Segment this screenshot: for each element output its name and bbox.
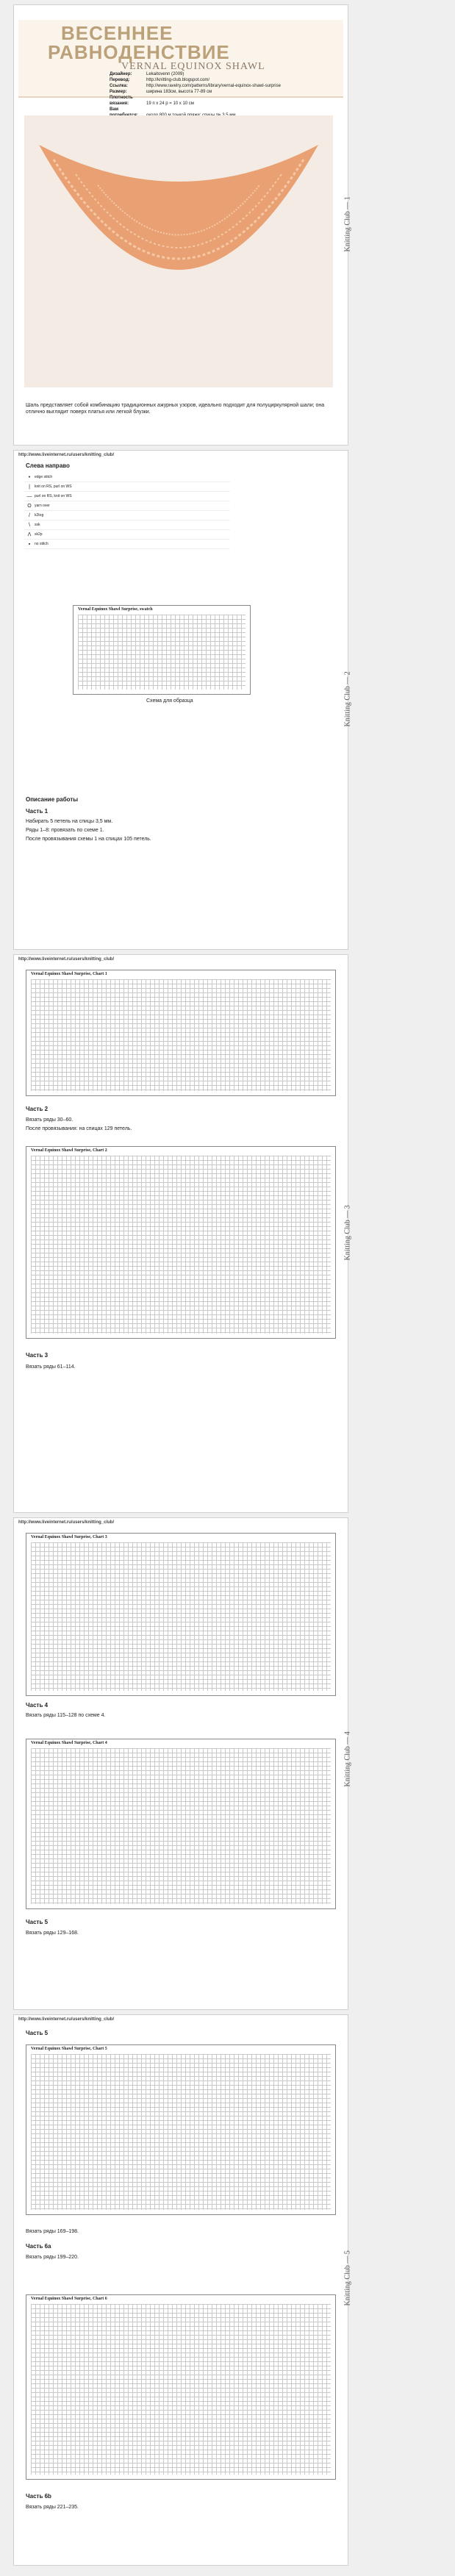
instruction-line: Вязать ряды 30–60. (26, 1117, 74, 1123)
meta-row: Ссылка: http://www.ravelry.com/patterns/library/vernal-equinox-shawl-surprise (110, 84, 281, 88)
chart-grid (78, 615, 246, 690)
meta-row: Дизайнер: Lekaitovenn (2009) (110, 72, 184, 76)
legend-row: — purl on RS, knit on WS (24, 492, 230, 501)
title-line-1: ВЕСЕННЕЕ (61, 22, 173, 44)
url[interactable]: http://www.liveinternet.ru/users/knitting_club/ (18, 1520, 115, 1525)
legend (24, 473, 230, 549)
page-3 (13, 954, 352, 1513)
legend-row: \ ssk (24, 520, 230, 530)
part-heading: Часть 6b (26, 2493, 51, 2500)
chart-grid (31, 1748, 331, 1904)
legend-title: Слева направо (26, 462, 70, 469)
chart-title: Vernal Equinox Shawl Surprise, Chart 3 (31, 1535, 107, 1539)
title-line-2: РАВНОДЕНСТВИЕ (48, 41, 230, 63)
instruction-line: После провязывания: на спицах 129 петель. (26, 1126, 132, 1131)
instruction-line: После провязывания схемы 1 на спицах 105 петель. (26, 837, 151, 842)
legend-row: Λ sk2p (24, 530, 230, 540)
page-1 (13, 4, 352, 446)
part-heading: Часть 4 (26, 1702, 49, 1709)
side-label: Knitting Club — 5 (343, 2250, 352, 2306)
instruction-line: Вязать ряды 199–220. (26, 2255, 79, 2260)
chart-1 (26, 970, 336, 1096)
instruction-line: Вязать ряды 61–114. (26, 1364, 76, 1370)
shawl-photo (24, 115, 333, 387)
instruction-line: Вязать ряды 115–128 по схеме 4. (26, 1713, 106, 1718)
chart-6 (26, 2294, 336, 2480)
chart-caption: Схема для образца (146, 698, 193, 704)
chart-grid (31, 2054, 331, 2210)
chart-title: Vernal Equinox Shawl Surprise, Chart 6 (31, 2297, 107, 2301)
intro-text: Шаль представляет собой комбинацию традиционных ажурных узоров, идеально подходит для полуциркулярной шали; она отлично выглядит поверх платья или легкой блузки. (26, 403, 325, 415)
side-label: Knitting Club — 1 (343, 196, 352, 252)
side-label: Knitting Club — 4 (343, 1731, 352, 1787)
chart-grid (31, 1542, 331, 1691)
instruction-line: Вязать ряды 221–235. (26, 2505, 79, 2510)
legend-row: O yarn over (24, 501, 230, 511)
meta-row: Плотность вязания: 19 п x 24 р = 10 x 10 см (110, 96, 194, 106)
part-heading: Часть 3 (26, 1352, 49, 1359)
url[interactable]: http://www.liveinternet.ru/users/knitting_club/ (18, 957, 115, 962)
chart-grid (31, 1156, 331, 1334)
part-heading: Часть 2 (26, 1106, 49, 1112)
pattern-meta (110, 71, 330, 118)
part-heading: Часть 1 (26, 808, 49, 815)
instruction-line: Набирать 5 петель на спицы 3,5 мм. (26, 819, 113, 824)
part-heading: Часть 6а (26, 2243, 51, 2250)
instruction-line: Вязать ряды 169–198. (26, 2229, 79, 2234)
chart-3 (26, 1533, 336, 1696)
instruction-line: Ряды 1–8: провязать по схеме 1. (26, 828, 104, 833)
chart-grid (31, 2304, 331, 2475)
chart-2 (26, 1146, 336, 1339)
page-4 (13, 1517, 352, 2010)
part-heading: Часть 5 (26, 2030, 49, 2036)
side-label: Knitting Club — 2 (343, 671, 352, 727)
instruction-line: Вязать ряды 129–168. (26, 1931, 79, 1936)
chart-title: Vernal Equinox Shawl Surprise, Chart 2 (31, 1148, 107, 1153)
chart-grid (31, 979, 331, 1091)
meta-row: Перевод: http://knitting-club.blogspot.com/ (110, 78, 210, 82)
url[interactable]: http://www.liveinternet.ru/users/knitting_club/ (18, 2017, 115, 2022)
section-heading: Описание работы (26, 796, 79, 803)
meta-row: Вам (110, 107, 119, 112)
swatch-chart (73, 605, 251, 695)
url[interactable]: http://www.liveinternet.ru/users/knitting_club/ (18, 453, 115, 457)
legend-row: ▪ no stitch (24, 540, 230, 549)
meta-row: Размер: ширина 183см, высота 77-89 см (110, 90, 212, 94)
legend-row: | knit on RS, purl on WS (24, 482, 230, 492)
chart-5 (26, 2044, 336, 2215)
chart-title: Vernal Equinox Shawl Surprise, swatch (78, 607, 153, 612)
part-heading: Часть 5 (26, 1919, 49, 1925)
chart-title: Vernal Equinox Shawl Surprise, Chart 4 (31, 1741, 107, 1745)
subtitle: VERNAL EQUINOX SHAWL (121, 61, 265, 72)
chart-4 (26, 1739, 336, 1909)
chart-title: Vernal Equinox Shawl Surprise, Chart 1 (31, 972, 107, 976)
page-5 (13, 2014, 352, 2566)
legend-row: / k2tog (24, 511, 230, 520)
legend-row: • edge stitch (24, 473, 230, 482)
side-label: Knitting Club — 3 (343, 1205, 352, 1261)
chart-title: Vernal Equinox Shawl Surprise, Chart 5 (31, 2047, 107, 2051)
page-2 (13, 450, 352, 950)
